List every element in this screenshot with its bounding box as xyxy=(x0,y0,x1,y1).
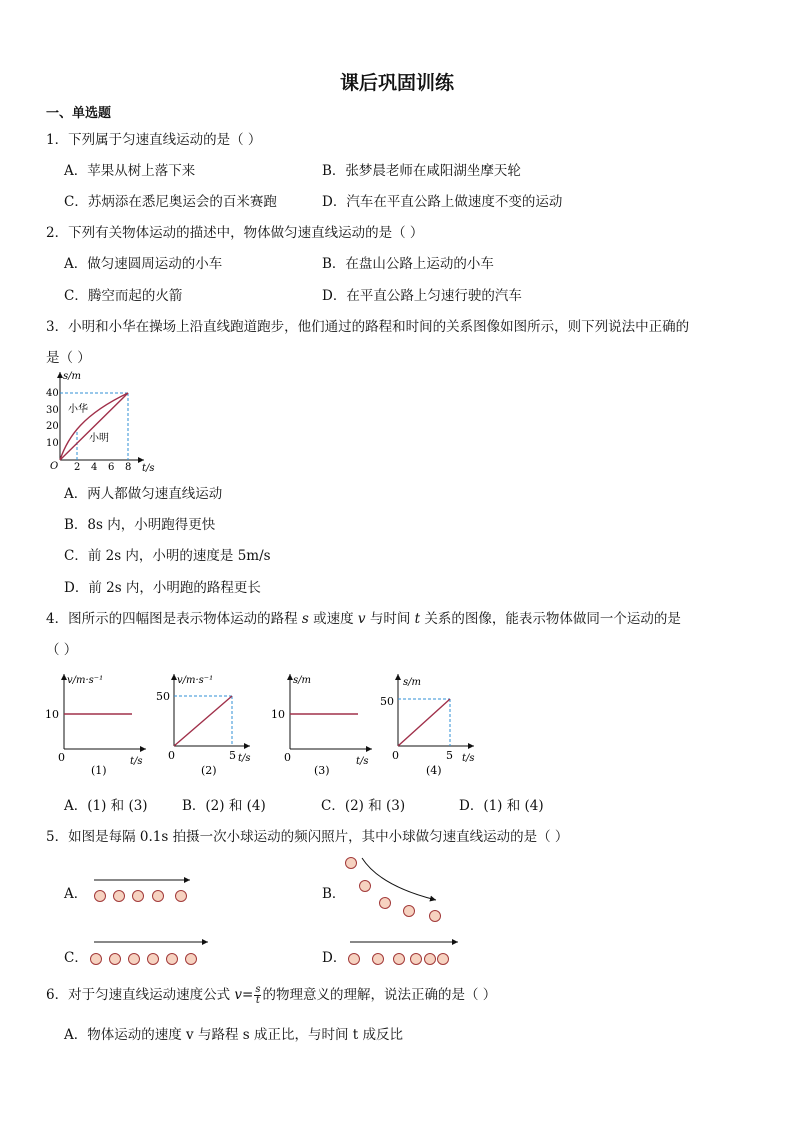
q1-stem: 1．下列属于匀速直线运动的是（ ） xyxy=(46,132,262,148)
q5-c-ball xyxy=(129,954,140,965)
q4-stem-mid1: 或速度 xyxy=(308,611,358,627)
q6-formula-denominator: t xyxy=(255,995,260,1006)
q5-photo-d xyxy=(344,934,464,974)
q3-option-a[interactable]: A．两人都做匀速直线运动 xyxy=(64,486,223,502)
q5-d-ball xyxy=(438,954,449,965)
q4-stem-line1 xyxy=(46,607,681,627)
q3-option-b[interactable]: B．8s 内，小明跑得更快 xyxy=(64,517,216,533)
q4-stem-post: 关系的图像，能表示物体做同一个运动的是 xyxy=(420,611,681,627)
q5-b-ball xyxy=(380,898,391,909)
q4-g2-origin: 0 xyxy=(168,749,175,762)
q2-option-d[interactable]: D．在平直公路上匀速行驶的汽车 xyxy=(322,288,522,304)
q6-formula-fraction xyxy=(254,985,261,1006)
q4-g2-y-label: v/m·s⁻¹ xyxy=(177,675,214,686)
q4-g2-line xyxy=(174,696,232,746)
q5-a-ball xyxy=(95,891,106,902)
q3-ytick-10: 10 xyxy=(46,438,59,449)
q5-a-ball xyxy=(133,891,144,902)
q4-option-a[interactable]: A．(1) 和 (3) xyxy=(64,798,148,814)
q5-d-ball xyxy=(411,954,422,965)
q4-var-v: v xyxy=(357,611,366,627)
q3-option-d[interactable]: D．前 2s 内，小明跑的路程更长 xyxy=(64,580,261,596)
q4-stem-line2: （ ） xyxy=(46,642,78,658)
q3-origin: O xyxy=(50,461,59,472)
q3-st-graph xyxy=(44,366,164,474)
q6-stem-pre: 6．对于匀速直线运动速度公式 xyxy=(46,987,235,1003)
q6-option-a[interactable]: A．物体运动的速度 v 与路程 s 成正比，与时间 t 成反比 xyxy=(64,1027,403,1043)
q4-g4-x-label: t/s xyxy=(462,753,475,764)
q1-option-b[interactable]: B．张梦晨老师在咸阳湖坐摩天轮 xyxy=(322,163,521,179)
q4-option-c[interactable]: C．(2) 和 (3) xyxy=(321,798,406,814)
q6-formula-v: v xyxy=(234,987,243,1003)
q5-b-arrow xyxy=(362,858,436,900)
q1-option-a[interactable]: A．苹果从树上落下来 xyxy=(64,163,196,179)
q5-a-ball xyxy=(153,891,164,902)
q5-option-a[interactable]: A． xyxy=(64,886,88,902)
q4-g1-x-label: t/s xyxy=(130,756,143,767)
q6-stem xyxy=(46,983,496,1006)
q5-photo-b xyxy=(340,852,450,926)
q4-g1-ytick: 10 xyxy=(45,708,59,721)
q5-stem: 5．如图是每隔 0.1s 拍摄一次小球运动的频闪照片，其中小球做匀速直线运动的是（ ） xyxy=(46,829,569,845)
q4-g1-y-label: v/m·s⁻¹ xyxy=(67,675,104,686)
q3-label-xiaoming: 小明 xyxy=(89,433,109,444)
q3-y-label: s/m xyxy=(63,371,81,382)
q3-option-c[interactable]: C．前 2s 内，小明的速度是 5m/s xyxy=(64,548,271,564)
q3-ytick-40: 40 xyxy=(46,388,59,399)
q3-xtick-2: 2 xyxy=(74,462,81,473)
q5-option-d[interactable]: D． xyxy=(322,950,347,966)
q5-photo-c xyxy=(86,934,214,974)
q4-g2-ytick: 50 xyxy=(156,690,170,703)
q4-g3-x-label: t/s xyxy=(356,756,369,767)
q4-g4-ytick: 50 xyxy=(380,695,394,708)
q5-d-ball xyxy=(373,954,384,965)
q4-option-b[interactable]: B．(2) 和 (4) xyxy=(182,798,266,814)
q4-g1-origin: 0 xyxy=(58,751,65,764)
q3-x-label: t/s xyxy=(142,463,155,474)
q5-b-ball xyxy=(404,906,415,917)
q4-g4-caption: (4) xyxy=(426,764,442,777)
q6-formula-numerator: s xyxy=(255,984,261,995)
q3-ytick-30: 30 xyxy=(46,405,59,416)
q4-g2-xtick: 5 xyxy=(229,749,236,762)
q4-g4-line xyxy=(398,699,450,746)
section-heading: 一、单选题 xyxy=(46,106,112,121)
q4-var-t: t xyxy=(414,611,421,627)
q5-c-ball xyxy=(110,954,121,965)
q2-option-c[interactable]: C．腾空而起的火箭 xyxy=(64,288,183,304)
q5-b-ball xyxy=(360,881,371,892)
q3-ytick-20: 20 xyxy=(46,421,59,432)
q5-b-ball xyxy=(346,858,357,869)
q3-xtick-6: 6 xyxy=(108,462,115,473)
q2-stem: 2．下列有关物体运动的描述中，物体做匀速直线运动的是（ ） xyxy=(46,225,424,241)
q5-option-c[interactable]: C． xyxy=(64,950,88,966)
q6-stem-post: 的物理意义的理解，说法正确的是（ ） xyxy=(262,987,497,1003)
q4-g2-x-label: t/s xyxy=(238,753,251,764)
q4-g3-caption: (3) xyxy=(314,764,330,777)
q1-option-d[interactable]: D．汽车在平直公路上做速度不变的运动 xyxy=(322,194,563,210)
page-title: 课后巩固训练 xyxy=(339,72,454,94)
q5-c-ball xyxy=(186,954,197,965)
q5-d-ball xyxy=(349,954,360,965)
q5-d-ball xyxy=(394,954,405,965)
q4-stem-pre: 4．图所示的四幅图是表示物体运动的路程 xyxy=(46,611,302,627)
q5-b-ball xyxy=(430,911,441,922)
q3-stem-line1: 3．小明和小华在操场上沿直线跑道跑步，他们通过的路程和时间的关系图像如图所示，则下列说法中正确的 xyxy=(46,319,690,335)
q5-photo-a xyxy=(90,870,200,910)
q5-c-ball xyxy=(148,954,159,965)
q2-option-a[interactable]: A．做匀速圆周运动的小车 xyxy=(64,256,223,272)
q5-option-b[interactable]: B． xyxy=(322,886,346,902)
q4-graph-4 xyxy=(374,668,486,780)
q5-d-ball xyxy=(425,954,436,965)
q4-g3-y-label: s/m xyxy=(293,675,311,686)
q4-graph-3 xyxy=(266,668,378,780)
q4-g3-origin: 0 xyxy=(284,751,291,764)
q5-a-ball xyxy=(114,891,125,902)
q4-option-d[interactable]: D．(1) 和 (4) xyxy=(459,798,544,814)
q4-g4-y-label: s/m xyxy=(403,677,421,688)
q6-formula-eq: = xyxy=(242,987,254,1003)
q1-option-c[interactable]: C．苏炳添在悉尼奥运会的百米赛跑 xyxy=(64,194,277,210)
q3-stem-line2: 是（ ） xyxy=(46,350,91,366)
q5-c-ball xyxy=(91,954,102,965)
q4-g4-xtick: 5 xyxy=(446,749,453,762)
q4-g1-caption: (1) xyxy=(91,764,107,777)
q5-c-ball xyxy=(167,954,178,965)
q4-var-s: s xyxy=(301,611,309,627)
q4-graph-1 xyxy=(40,668,152,780)
q4-stem-mid2: 与时间 xyxy=(365,611,415,627)
q4-g3-ytick: 10 xyxy=(271,708,285,721)
q5-a-ball xyxy=(176,891,187,902)
q4-g2-caption: (2) xyxy=(201,764,217,777)
q3-label-xiaohua: 小华 xyxy=(68,404,88,415)
q4-g4-origin: 0 xyxy=(392,749,399,762)
q3-xtick-8: 8 xyxy=(125,462,132,473)
q4-graph-2 xyxy=(150,668,262,780)
q3-xtick-4: 4 xyxy=(91,462,98,473)
q2-option-b[interactable]: B．在盘山公路上运动的小车 xyxy=(322,256,494,272)
